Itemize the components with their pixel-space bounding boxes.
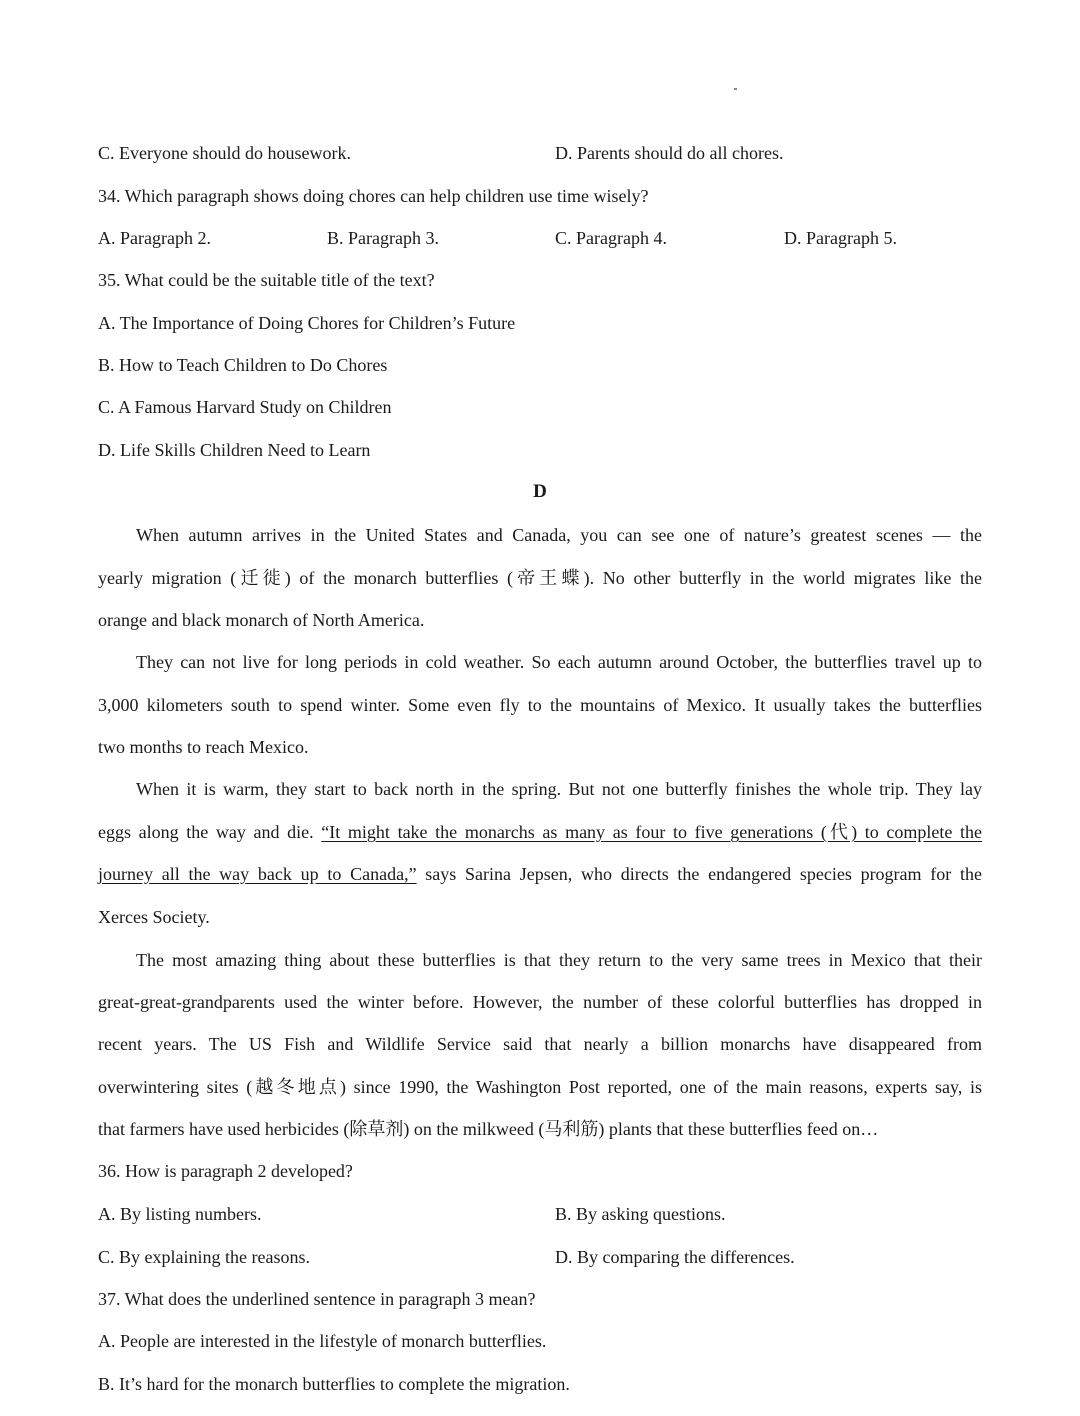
passage-p4-line5: that farmers have used herbicides (除草剂) on the milkweed (马利筋) plants that these butterflies feed on… [98,1119,879,1139]
q34-option-a: A. Paragraph 2. [98,228,211,248]
q35-option-b: B. How to Teach Children to Do Chores [98,355,388,375]
q33-option-c: C. Everyone should do housework. [98,143,351,163]
passage-p1-line3: orange and black monarch of North America. [98,610,425,630]
q34-option-b: B. Paragraph 3. [327,228,439,248]
passage-p3-line2-start: eggs along the way and die. [98,822,322,842]
passage-p4-line2: great-great-grandparents used the winter before. However, the number of these colorful butterflies has dropped in [98,992,982,1012]
q35-question: 35. What could be the suitable title of the text? [98,270,435,290]
section-title: D [533,481,547,502]
q36-option-c: C. By explaining the reasons. [98,1247,310,1267]
q36-option-a: A. By listing numbers. [98,1204,262,1224]
passage-p2-line3: two months to reach Mexico. [98,737,309,757]
q34-option-c: C. Paragraph 4. [555,228,667,248]
stray-mark [734,88,737,90]
q37-question: 37. What does the underlined sentence in paragraph 3 mean? [98,1289,536,1309]
q35-option-a: A. The Importance of Doing Chores for Children’s Future [98,313,516,333]
q35-option-c: C. A Famous Harvard Study on Children [98,397,392,417]
passage-p3-line4: Xerces Society. [98,907,210,927]
q36-option-d: D. By comparing the differences. [555,1247,795,1267]
passage-p3-line3 [98,862,982,886]
passage-p3-line1: When it is warm, they start to back north in the spring. But not one butterfly finishes the whole trip. They lay [136,779,982,799]
passage-p2-line2: 3,000 kilometers south to spend winter. Some even fly to the mountains of Mexico. It usually takes the butterflies [98,695,982,715]
passage-p4-line1: The most amazing thing about these butterflies is that they return to the very same trees in Mexico that their [136,950,982,970]
q36-question: 36. How is paragraph 2 developed? [98,1161,353,1181]
passage-p1-line1: When autumn arrives in the United States and Canada, you can see one of nature’s greatest scenes — the [136,525,982,545]
q34-question: 34. Which paragraph shows doing chores can help children use time wisely? [98,186,649,206]
passage-p3-line2 [98,820,982,844]
passage-p3-line3-end: says Sarina Jepsen, who directs the endangered species program for the [416,864,982,884]
q37-option-b: B. It’s hard for the monarch butterflies to complete the migration. [98,1374,570,1394]
passage-p2-line1: They can not live for long periods in cold weather. So each autumn around October, the butterflies travel up to [136,652,982,672]
q36-option-b: B. By asking questions. [555,1204,726,1224]
q35-option-d: D. Life Skills Children Need to Learn [98,440,371,460]
passage-p4-line4: overwintering sites (越冬地点) since 1990, the Washington Post reported, one of the main reasons, experts say, is [98,1077,982,1097]
q37-option-a: A. People are interested in the lifestyle of monarch butterflies. [98,1331,547,1351]
q34-option-d: D. Paragraph 5. [784,228,897,248]
q33-option-d: D. Parents should do all chores. [555,143,784,163]
underlined-sentence-part1: “It might take the monarchs as many as four to five generations (代) to complete the [321,822,982,842]
passage-p1-line2: yearly migration (迁徙) of the monarch butterflies (帝王蝶). No other butterfly in the world migrates like the [98,568,982,588]
passage-p4-line3: recent years. The US Fish and Wildlife Service said that nearly a billion monarchs have disappeared from [98,1034,982,1054]
underlined-sentence-part2: journey all the way back up to Canada,” [98,864,417,884]
